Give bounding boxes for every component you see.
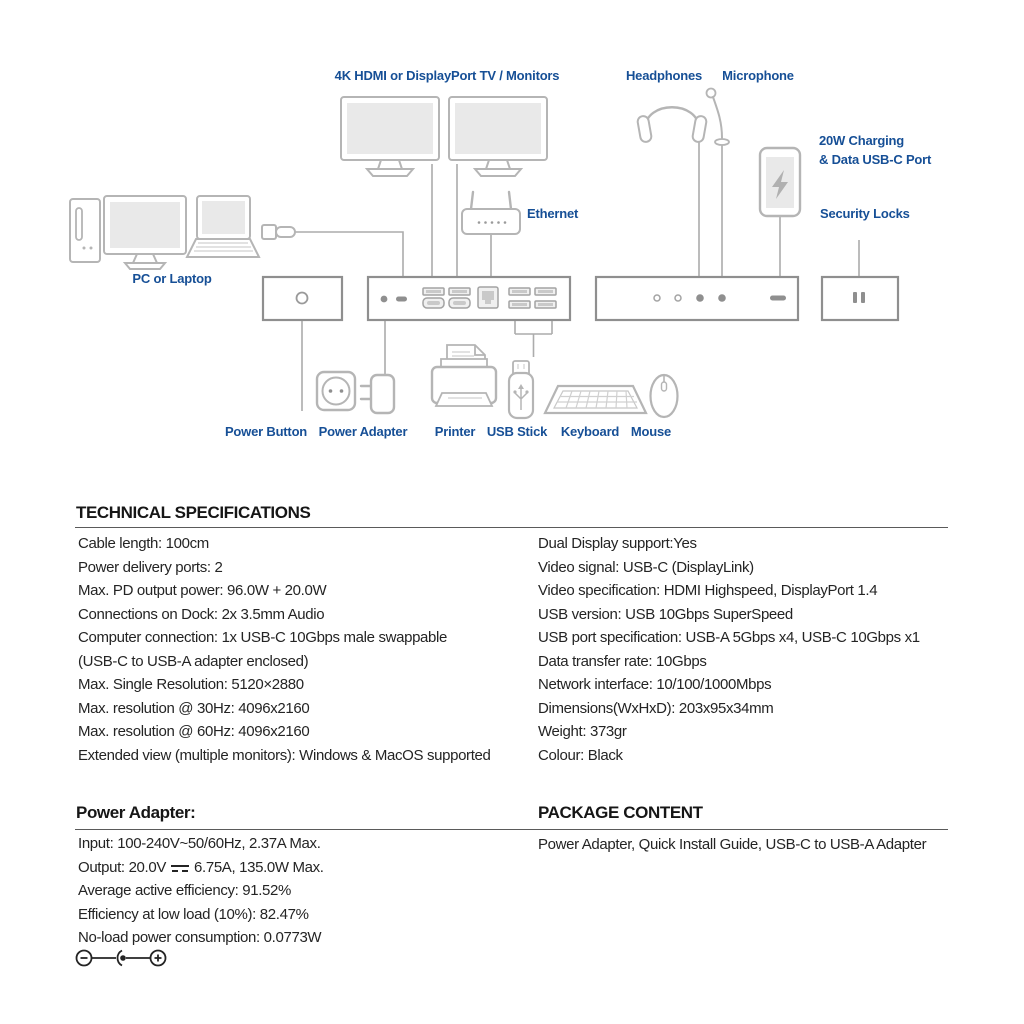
security-lock-box [822, 277, 898, 320]
package-content-column [538, 833, 926, 857]
spec-line: Connections on Dock: 2x 3.5mm Audio [78, 605, 325, 623]
keyboard-icon [545, 386, 646, 413]
spec-line: No-load power consumption: 0.0773W [78, 929, 322, 946]
power-adapter-plug-icon [361, 375, 394, 413]
spec-line: Data transfer rate: 10Gbps [538, 652, 707, 670]
spec-line: Dual Display support:Yes [538, 535, 697, 552]
usb-stick-icon [509, 361, 533, 418]
headphones-icon [637, 107, 707, 143]
lower-divider [75, 829, 948, 830]
pc-tower-icon [70, 199, 100, 262]
spec-line: (USB-C to USB-A adapter enclosed) [78, 652, 309, 670]
spec-line: Computer connection: 1x USB-C 10Gbps male swappable [78, 629, 448, 646]
specs-title: TECHNICAL SPECIFICATIONS [76, 503, 311, 522]
spec-line: Cable length: 100cm [78, 535, 209, 552]
laptop-icon [187, 196, 259, 257]
spec-line: Max. PD output power: 96.0W + 20.0W [78, 582, 327, 599]
label-ethernet: Ethernet [527, 206, 579, 221]
dock-front-audio-box [596, 277, 798, 320]
microphone-icon [707, 89, 730, 146]
usb-c-plug-icon [262, 225, 295, 239]
label-power-adapter: Power Adapter [318, 424, 408, 439]
spec-line: USB version: USB 10Gbps SuperSpeed [538, 605, 793, 623]
spec-line: Max. Single Resolution: 5120×2880 [78, 676, 304, 693]
label-keyboard: Keyboard [560, 424, 620, 439]
smartphone-icon [760, 148, 800, 216]
label-microphone: Microphone [722, 68, 794, 83]
dock-rear-ports-box [368, 277, 570, 320]
label-printer: Printer [434, 424, 476, 439]
spec-line: Max. resolution @ 30Hz: 4096x2160 [78, 699, 310, 717]
spec-line: Dimensions(WxHxD): 203x95x34mm [538, 699, 774, 717]
specs-right-column [538, 532, 920, 767]
label-pc-or-laptop: PC or Laptop [132, 271, 212, 286]
spec-line: Video specification: HDMI Highspeed, DisplayPort 1.4 [538, 582, 878, 599]
power-button-box [263, 277, 342, 320]
power-socket-icon [317, 372, 355, 410]
label-charging-line2: & Data USB-C Port [819, 152, 932, 167]
tv-monitor-left-icon [341, 97, 439, 176]
label-security-locks: Security Locks [820, 206, 910, 221]
label-headphones: Headphones [625, 68, 703, 83]
dc-symbol [171, 862, 189, 873]
power-adapter-title: Power Adapter: [76, 803, 196, 822]
spec-line: Weight: 373gr [538, 723, 627, 740]
package-content-line: Power Adapter, Quick Install Guide, USB-C to USB-A Adapter [538, 836, 927, 853]
spec-line: USB port specification: USB-A 5Gbps x4, USB-C 10Gbps x1 [538, 629, 920, 646]
label-power-button: Power Button [224, 424, 308, 439]
spec-line: Efficiency at low load (10%): 82.47% [78, 905, 309, 923]
spec-line: Network interface: 10/100/1000Mbps [538, 676, 772, 693]
dc-polarity-icon [74, 946, 170, 970]
specs-divider [75, 527, 948, 528]
ethernet-router-icon [462, 192, 520, 234]
spec-line: Video signal: USB-C (DisplayLink) [538, 558, 754, 576]
spec-line: Extended view (multiple monitors): Windows & MacOS supported [78, 746, 491, 764]
spec-line: Power delivery ports: 2 [78, 558, 223, 576]
output-prefix: Output: 20.0V [78, 858, 167, 876]
package-content-title: PACKAGE CONTENT [538, 803, 703, 822]
label-charging-line1: 20W Charging [819, 133, 904, 148]
label-mouse: Mouse [630, 424, 672, 439]
label-monitors: 4K HDMI or DisplayPort TV / Monitors [334, 68, 560, 83]
specs-left-column [78, 532, 491, 767]
spec-line: Input: 100-240V~50/60Hz, 2.37A Max. [78, 835, 321, 852]
tv-monitor-right-icon [449, 97, 547, 176]
spec-line: Colour: Black [538, 746, 623, 764]
output-suffix: 6.75A, 135.0W Max. [194, 858, 324, 876]
spec-line: Average active efficiency: 91.52% [78, 882, 292, 899]
printer-icon [432, 345, 496, 406]
mouse-icon [651, 375, 678, 417]
label-usb-stick: USB Stick [486, 424, 548, 439]
power-adapter-column [78, 832, 324, 950]
spec-line: Max. resolution @ 60Hz: 4096x2160 [78, 723, 310, 740]
spec-line-output [78, 856, 324, 880]
desktop-monitor-icon [104, 196, 186, 269]
